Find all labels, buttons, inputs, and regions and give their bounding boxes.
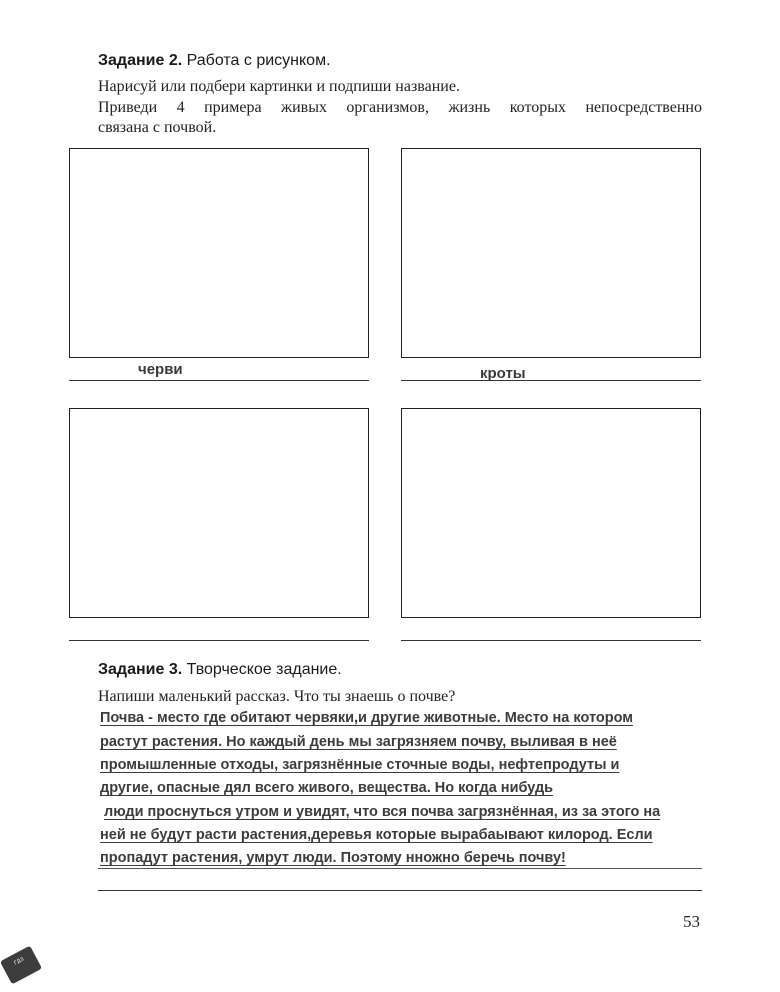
drawing-box-3[interactable] [69, 408, 369, 618]
task2-instruction2-line2: связана с почвой. [98, 119, 217, 136]
drawing-box-4[interactable] [401, 408, 701, 618]
caption-line-3 [69, 640, 369, 641]
task3-question: Напиши маленький рассказ. Что ты знаешь о почве? [98, 688, 456, 705]
writing-line-2 [98, 890, 702, 891]
caption-line-1 [69, 380, 369, 381]
story-line-3: промышленные отходы, загрязнённые сточные воды, нефтепродуты и [100, 757, 620, 773]
writing-line-1 [98, 868, 702, 869]
task2-label: Задание 2. [98, 52, 183, 69]
task3-heading [98, 661, 342, 679]
story-line-1: Почва - место где обитают червяки,и другие животные. Место на котором [100, 710, 633, 726]
task3-title: Творческое задание. [186, 661, 342, 678]
drawing-box-2[interactable] [401, 148, 701, 358]
task2-title: Работа с рисунком. [186, 52, 331, 69]
story-line-7: пропадут растения, умрут люди. Поэтому нножно беречь почву! [100, 850, 566, 866]
task3-label: Задание 3. [98, 661, 183, 678]
caption-line-2 [401, 380, 701, 381]
corner-logo-icon [0, 946, 42, 985]
caption-1: черви [138, 361, 183, 378]
page-number: 53 [683, 912, 700, 931]
story-line-6: ней не будут расти растения,деревья которые вырабаывают килород. Если [100, 827, 653, 843]
story-line-2: растут растения. Но каждый день мы загрязняем почву, выливая в неё [100, 734, 617, 750]
caption-2: кроты [480, 365, 526, 382]
caption-line-4 [401, 640, 701, 641]
drawing-box-1[interactable] [69, 148, 369, 358]
story-line-4: другие, опасные дял всего живого, вещества. Но когда нибудь [100, 780, 554, 796]
task2-instruction2-line1: Приведи 4 примера живых организмов, жизнь которых непосредственно [98, 99, 702, 116]
logo-text: ГДЗ [13, 956, 26, 967]
story-line-5: люди проснуться утром и увидят, что вся почва загрязнённая, из за этого на [104, 804, 661, 820]
task2-instruction1: Нарисуй или подбери картинки и подпиши название. [98, 78, 460, 95]
task2-heading [98, 52, 331, 70]
